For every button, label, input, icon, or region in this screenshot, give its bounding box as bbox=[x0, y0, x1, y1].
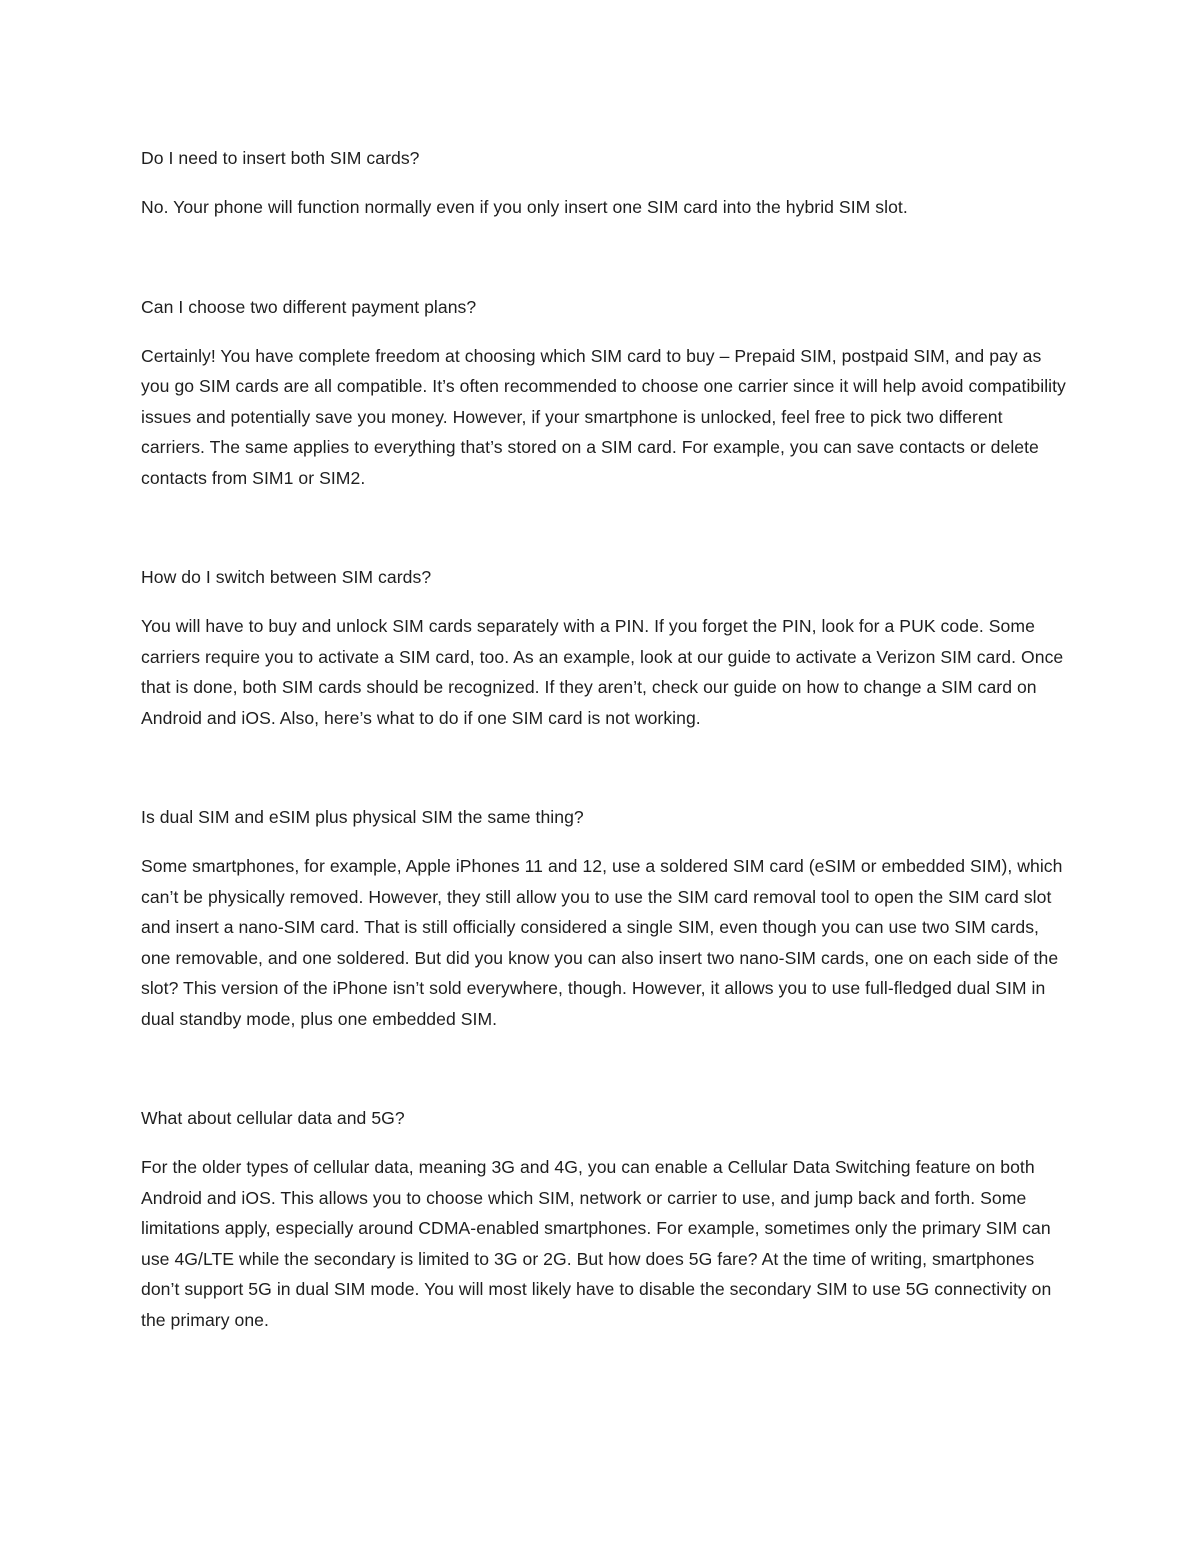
paragraph-spacer bbox=[141, 1034, 1071, 1103]
faq-answer-5: For the older types of cellular data, meaning 3G and 4G, you can enable a Cellular Data Switching feature on both Android and iOS. This allows you to choose which SIM, network or carrier to use, and jump back and forth. Some limitations apply, especially around CDMA-enabled smartphones. For example, sometimes only the primary SIM can use 4G/LTE while the secondary is limited to 3G or 2G. But how does 5G fare? At the time of writing, smartphones don’t support 5G in dual SIM mode. You will most likely have to disable the secondary SIM to use 5G connectivity on the primary one. bbox=[141, 1157, 1052, 1330]
faq-question-1: Do I need to insert both SIM cards? bbox=[141, 148, 420, 168]
faq-answer-2: Certainly! You have complete freedom at choosing which SIM card to buy – Prepaid SIM, postpaid SIM, and pay as you go SIM cards are all compatible. It’s often recommended to choose one carrier since it will help avoid compatibility issues and potentially save you money. However, if your smartphone is unlocked, feel free to pick two different carriers. The same applies to everything that’s stored on a SIM card. For example, you can save contacts or delete contacts from SIM1 or SIM2. bbox=[141, 345, 1066, 488]
faq-question-2: Can I choose two different payment plans? bbox=[141, 296, 477, 317]
paragraph-spacer bbox=[141, 223, 1071, 292]
paragraph-spacer bbox=[141, 493, 1071, 562]
faq-question-5: What about cellular data and 5G? bbox=[141, 1108, 405, 1128]
faq-question-3: How do I switch between SIM cards? bbox=[141, 567, 432, 587]
faq-answer-4: Some smartphones, for example, Apple iPhones 11 and 12, use a soldered SIM card (eSIM or embedded SIM), which can’t be physically removed. However, they still allow you to use the SIM card removal tool to open the SIM card slot and insert a nano-SIM card. That is still officially considered a single SIM, even though you can use two SIM cards, one removable, and one soldered. But did you know you can also insert two nano-SIM cards, one on each side of the slot? This version of the iPhone isn’t sold everywhere, though. However, it allows you to use full-fledged dual SIM in dual standby mode, plus one embedded SIM. bbox=[141, 856, 1063, 1029]
faq-question-4: Is dual SIM and eSIM plus physical SIM the same thing? bbox=[141, 807, 584, 827]
paragraph-spacer bbox=[141, 733, 1071, 802]
faq-answer-3: You will have to buy and unlock SIM cards separately with a PIN. If you forget the PIN, look for a PUK code. Some carriers require you to activate a SIM card, too. As an example, look at our guide to activate a Verizon SIM card. Once that is done, both SIM cards should be recognized. If they aren’t, check our guide on how to change a SIM card on Android and iOS. Also, here’s what to do if one SIM card is not working. bbox=[141, 616, 1064, 728]
document-body bbox=[141, 143, 1071, 1335]
faq-answer-1: No. Your phone will function normally even if you only insert one SIM card into the hybrid SIM slot. bbox=[141, 197, 908, 217]
